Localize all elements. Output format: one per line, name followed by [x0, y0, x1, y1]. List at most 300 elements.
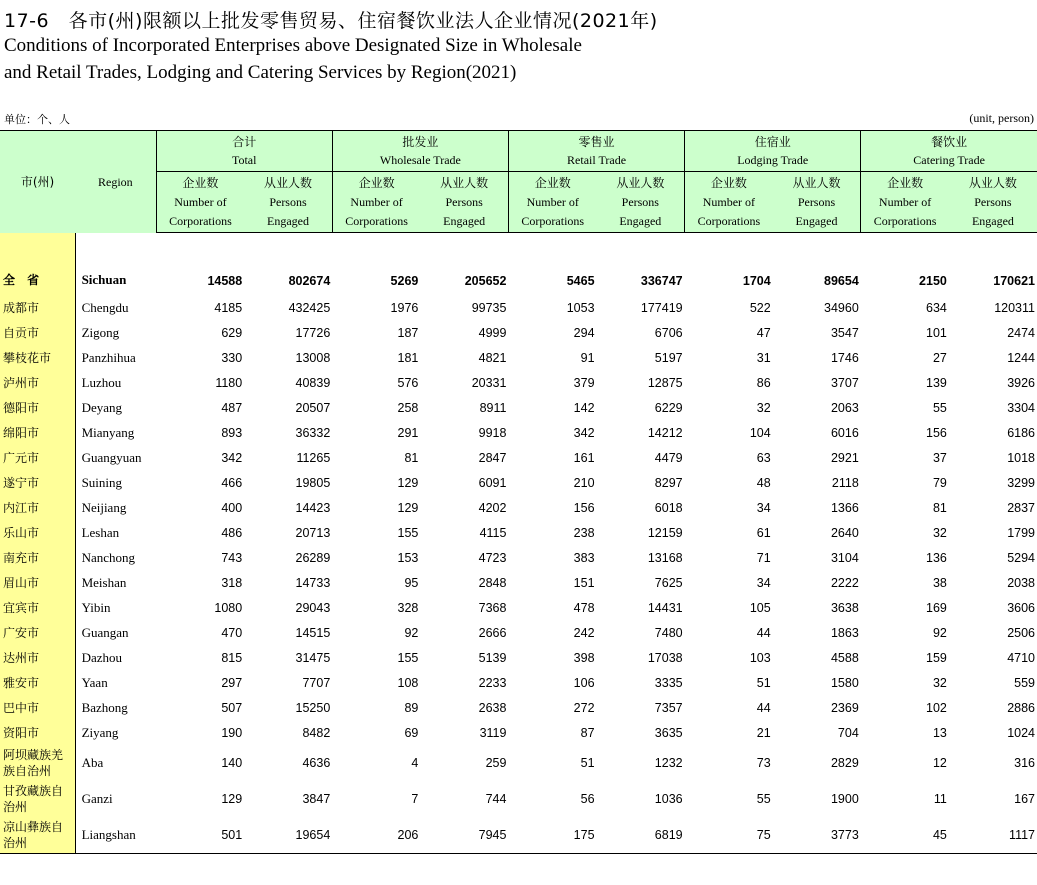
cell-persons-engaged: 12875 [647, 375, 683, 390]
cell-persons-engaged: 4115 [479, 525, 507, 540]
cell-corporations: 79 [932, 475, 947, 490]
cell-corporations: 169 [926, 600, 947, 615]
cell-persons-engaged: 4202 [478, 500, 507, 515]
cell-corporations: 486 [221, 525, 243, 540]
cell-corporations: 102 [926, 700, 947, 715]
data-table-container [0, 130, 1037, 854]
cell-persons-engaged: 6016 [830, 425, 859, 440]
cell-persons-engaged: 3847 [302, 792, 331, 806]
cell-persons-engaged: 1018 [1007, 450, 1035, 465]
region-name-cn: 成都市 [0, 295, 75, 320]
cell-persons-engaged: 120311 [994, 300, 1035, 315]
cell-persons-engaged: 14733 [295, 575, 331, 590]
cell-corporations: 175 [508, 817, 596, 854]
cell-corporations: 38 [932, 575, 947, 590]
table-row [0, 781, 1037, 817]
region-name-en: Ganzi [75, 781, 156, 817]
cell-corporations: 5269 [390, 274, 419, 288]
subheader-persons-engaged: 从业人数 Persons Engaged [420, 172, 508, 233]
cell-corporations: 91 [580, 350, 595, 365]
cell-corporations: 7 [411, 792, 419, 806]
cell-persons-engaged: 2118 [831, 475, 859, 490]
cell-persons-engaged: 2474 [1007, 325, 1035, 340]
region-name-en: Neijiang [75, 495, 156, 520]
region-name-en: Suining [75, 470, 156, 495]
cell-persons-engaged: 205652 [464, 274, 507, 288]
region-name-cn: 广安市 [0, 620, 75, 645]
cell-corporations: 13 [932, 725, 947, 740]
region-name-cn: 资阳市 [0, 720, 75, 745]
cell-persons-engaged: 5294 [1007, 550, 1035, 565]
cell-corporations: 142 [573, 400, 595, 415]
cell-corporations: 181 [397, 350, 419, 365]
cell-persons-engaged: 2640 [830, 525, 859, 540]
subheader-corporations: 企业数 Number of Corporations [685, 172, 773, 233]
cell-corporations: 487 [221, 400, 243, 415]
region-name-en: Ziyang [75, 720, 156, 745]
cell-persons-engaged: 1024 [1007, 725, 1035, 740]
region-name-cn: 阿坝藏族羌族自治州 [0, 745, 75, 781]
cell-persons-engaged: 7368 [478, 600, 507, 615]
cell-persons-engaged: 99735 [471, 300, 507, 315]
cell-corporations: 14588 [207, 274, 243, 288]
cell-persons-engaged: 744 [485, 792, 507, 806]
cell-persons-engaged: 704 [837, 725, 859, 740]
cell-corporations: 1080 [214, 600, 243, 615]
cell-persons-engaged: 89654 [824, 274, 859, 288]
subheader-corporations: 企业数 Number of Corporations [156, 172, 244, 233]
cell-corporations: 187 [397, 325, 419, 340]
cell-corporations: 44 [756, 700, 771, 715]
region-name-en: Aba [75, 745, 156, 781]
cell-persons-engaged: 3635 [654, 725, 683, 740]
table-row [0, 817, 1037, 854]
cell-corporations: 129 [221, 792, 243, 806]
cell-corporations: 34 [756, 575, 771, 590]
subheader-corporations: 企业数 Number of Corporations [332, 172, 420, 233]
table-row-total [0, 233, 1037, 296]
table-row [0, 620, 1037, 645]
cell-corporations: 294 [573, 325, 595, 340]
cell-corporations: 297 [221, 675, 243, 690]
cell-corporations: 342 [221, 450, 243, 465]
cell-persons-engaged: 4710 [1007, 650, 1035, 665]
region-name-cn: 广元市 [0, 445, 75, 470]
cell-persons-engaged: 4479 [654, 450, 683, 465]
region-name-cn: 雅安市 [0, 670, 75, 695]
cell-persons-engaged: 5197 [654, 350, 683, 365]
cell-persons-engaged: 4636 [302, 756, 331, 770]
cell-persons-engaged: 2506 [1007, 625, 1035, 640]
cell-corporations: 4185 [214, 300, 243, 315]
cell-corporations: 27 [932, 350, 947, 365]
cell-corporations: 470 [221, 625, 243, 640]
cell-persons-engaged: 2666 [478, 625, 507, 640]
region-name-cn: 南充市 [0, 545, 75, 570]
cell-corporations: 893 [221, 425, 243, 440]
cell-corporations: 151 [573, 575, 595, 590]
table-row [0, 345, 1037, 370]
cell-persons-engaged: 11265 [296, 450, 331, 465]
cell-persons-engaged: 13008 [295, 350, 331, 365]
table-row [0, 545, 1037, 570]
cell-persons-engaged: 3299 [1007, 475, 1035, 490]
cell-corporations: 140 [221, 756, 243, 770]
region-name-cn: 甘孜藏族自治州 [0, 781, 75, 817]
cell-corporations: 105 [749, 600, 771, 615]
table-row [0, 595, 1037, 620]
cell-corporations: 522 [749, 300, 771, 315]
cell-persons-engaged: 6819 [597, 817, 685, 854]
cell-persons-engaged: 4588 [830, 650, 859, 665]
cell-persons-engaged: 29043 [295, 600, 331, 615]
cell-persons-engaged: 1746 [830, 350, 859, 365]
cell-persons-engaged: 20507 [295, 400, 331, 415]
data-table [0, 130, 1037, 854]
cell-persons-engaged: 3606 [1007, 600, 1035, 615]
cell-corporations: 206 [332, 817, 420, 854]
region-name-en: Sichuan [75, 233, 156, 296]
region-en-header: Region [75, 131, 156, 233]
cell-corporations: 156 [926, 425, 947, 440]
table-row [0, 445, 1037, 470]
cell-persons-engaged: 167 [1014, 792, 1035, 806]
region-name-en: Bazhong [75, 695, 156, 720]
group-header-wholesale: 批发业 Wholesale Trade [332, 131, 508, 172]
cell-persons-engaged: 17726 [295, 325, 331, 340]
cell-corporations: 32 [932, 675, 947, 690]
table-row [0, 420, 1037, 445]
cell-corporations: 51 [756, 675, 771, 690]
cell-persons-engaged: 3104 [830, 550, 859, 565]
region-name-cn: 全 省 [0, 233, 75, 296]
cell-corporations: 136 [926, 550, 947, 565]
cell-corporations: 1180 [215, 375, 243, 390]
table-row [0, 520, 1037, 545]
table-row [0, 745, 1037, 781]
region-name-en: Leshan [75, 520, 156, 545]
table-row [0, 495, 1037, 520]
cell-corporations: 634 [926, 300, 947, 315]
table-row [0, 670, 1037, 695]
region-name-en: Deyang [75, 395, 156, 420]
subheader-persons-engaged: 从业人数 Persons Engaged [949, 172, 1037, 233]
cell-persons-engaged: 1117 [949, 817, 1037, 854]
cell-corporations: 743 [221, 550, 243, 565]
cell-corporations: 129 [397, 500, 419, 515]
region-name-cn: 眉山市 [0, 570, 75, 595]
cell-persons-engaged: 2848 [478, 575, 507, 590]
cell-persons-engaged: 36332 [295, 425, 331, 440]
cell-persons-engaged: 2829 [830, 756, 859, 770]
cell-corporations: 12 [932, 756, 947, 770]
cell-corporations: 155 [397, 650, 419, 665]
cell-corporations: 153 [397, 550, 419, 565]
cell-persons-engaged: 9918 [478, 425, 507, 440]
cell-corporations: 190 [221, 725, 243, 740]
cell-corporations: 55 [932, 400, 947, 415]
cell-persons-engaged: 40839 [295, 375, 331, 390]
region-cn-header: 市(州) [0, 131, 75, 233]
unit-label-english: (unit, person) [969, 111, 1034, 125]
cell-corporations: 576 [397, 375, 419, 390]
cell-persons-engaged: 6706 [654, 325, 683, 340]
cell-persons-engaged: 2837 [1007, 500, 1035, 515]
cell-corporations: 328 [397, 600, 419, 615]
cell-corporations: 89 [404, 700, 419, 715]
cell-corporations: 2150 [919, 274, 947, 288]
region-name-en: Yibin [75, 595, 156, 620]
cell-corporations: 108 [397, 675, 419, 690]
cell-corporations: 1704 [742, 274, 771, 288]
cell-persons-engaged: 4723 [478, 550, 507, 565]
cell-persons-engaged: 170621 [993, 274, 1035, 288]
cell-corporations: 815 [221, 650, 243, 665]
cell-corporations: 44 [756, 625, 771, 640]
table-row [0, 470, 1037, 495]
cell-persons-engaged: 20331 [471, 375, 507, 390]
cell-persons-engaged: 14515 [295, 625, 331, 640]
region-name-cn: 泸州市 [0, 370, 75, 395]
cell-corporations: 55 [756, 792, 771, 806]
region-name-en: Liangshan [75, 817, 156, 854]
cell-corporations: 45 [861, 817, 949, 854]
cell-corporations: 48 [756, 475, 771, 490]
cell-corporations: 398 [573, 650, 595, 665]
cell-persons-engaged: 7480 [654, 625, 683, 640]
cell-persons-engaged: 259 [485, 756, 507, 770]
region-name-cn: 巴中市 [0, 695, 75, 720]
cell-persons-engaged: 1580 [830, 675, 859, 690]
cell-persons-engaged: 26289 [295, 550, 331, 565]
cell-persons-engaged: 2921 [830, 450, 859, 465]
cell-corporations: 61 [756, 525, 771, 540]
cell-corporations: 379 [573, 375, 595, 390]
cell-corporations: 330 [221, 350, 243, 365]
cell-persons-engaged: 7625 [654, 575, 683, 590]
cell-corporations: 11 [933, 792, 947, 806]
group-header-catering: 餐饮业 Catering Trade [861, 131, 1037, 172]
cell-persons-engaged: 2038 [1007, 575, 1035, 590]
table-row [0, 570, 1037, 595]
cell-persons-engaged: 4999 [478, 325, 507, 340]
subheader-corporations: 企业数 Number of Corporations [508, 172, 596, 233]
cell-persons-engaged: 7945 [420, 817, 508, 854]
cell-persons-engaged: 19654 [244, 817, 332, 854]
cell-corporations: 156 [573, 500, 595, 515]
cell-persons-engaged: 34960 [824, 300, 859, 315]
table-row [0, 720, 1037, 745]
cell-persons-engaged: 177419 [640, 300, 683, 315]
group-header-lodging: 住宿业 Lodging Trade [685, 131, 861, 172]
cell-persons-engaged: 2063 [830, 400, 859, 415]
region-name-cn: 德阳市 [0, 395, 75, 420]
cell-persons-engaged: 12159 [647, 525, 683, 540]
cell-corporations: 101 [926, 325, 947, 340]
region-name-en: Guangan [75, 620, 156, 645]
cell-persons-engaged: 2369 [830, 700, 859, 715]
cell-corporations: 129 [397, 475, 419, 490]
table-row [0, 370, 1037, 395]
cell-corporations: 87 [580, 725, 595, 740]
cell-persons-engaged: 3707 [830, 375, 859, 390]
cell-corporations: 95 [404, 575, 419, 590]
region-name-en: Meishan [75, 570, 156, 595]
cell-corporations: 210 [573, 475, 595, 490]
cell-persons-engaged: 559 [1014, 675, 1035, 690]
cell-persons-engaged: 20713 [295, 525, 331, 540]
cell-persons-engaged: 802674 [288, 274, 331, 288]
cell-corporations: 34 [756, 500, 771, 515]
cell-corporations: 71 [756, 550, 771, 565]
cell-persons-engaged: 5139 [478, 650, 507, 665]
region-name-en: Luzhou [75, 370, 156, 395]
cell-persons-engaged: 3547 [830, 325, 859, 340]
cell-corporations: 5465 [566, 274, 595, 288]
region-name-en: Dazhou [75, 645, 156, 670]
table-body [0, 233, 1037, 854]
cell-corporations: 51 [580, 756, 595, 770]
cell-corporations: 155 [397, 525, 419, 540]
cell-persons-engaged: 6091 [478, 475, 507, 490]
region-name-cn: 攀枝花市 [0, 345, 75, 370]
cell-persons-engaged: 8911 [479, 400, 507, 415]
cell-persons-engaged: 3638 [830, 600, 859, 615]
subheader-persons-engaged: 从业人数 Persons Engaged [244, 172, 332, 233]
cell-persons-engaged: 3926 [1007, 375, 1035, 390]
subheader-persons-engaged: 从业人数 Persons Engaged [773, 172, 861, 233]
cell-corporations: 507 [221, 700, 243, 715]
cell-corporations: 342 [573, 425, 595, 440]
cell-corporations: 92 [404, 625, 419, 640]
cell-corporations: 92 [932, 625, 947, 640]
cell-persons-engaged: 1244 [1007, 350, 1035, 365]
cell-corporations: 81 [932, 500, 947, 515]
region-name-en: Yaan [75, 670, 156, 695]
cell-persons-engaged: 2233 [478, 675, 507, 690]
cell-corporations: 4 [411, 756, 419, 770]
region-name-cn: 自贡市 [0, 320, 75, 345]
cell-persons-engaged: 2222 [830, 575, 859, 590]
cell-persons-engaged: 1799 [1007, 525, 1035, 540]
cell-corporations: 56 [580, 792, 595, 806]
cell-persons-engaged: 19805 [295, 475, 331, 490]
cell-persons-engaged: 1863 [830, 625, 859, 640]
cell-persons-engaged: 14212 [647, 425, 683, 440]
region-name-cn: 凉山彝族自治州 [0, 817, 75, 854]
region-name-cn: 乐山市 [0, 520, 75, 545]
cell-corporations: 47 [756, 325, 771, 340]
cell-persons-engaged: 8297 [654, 475, 683, 490]
unit-label-chinese: 单位：个、人 [4, 113, 70, 126]
table-row [0, 320, 1037, 345]
cell-corporations: 272 [573, 700, 595, 715]
cell-persons-engaged: 17038 [647, 650, 683, 665]
cell-corporations: 37 [932, 450, 947, 465]
cell-corporations: 478 [573, 600, 595, 615]
region-name-cn: 内江市 [0, 495, 75, 520]
cell-persons-engaged: 1232 [654, 756, 683, 770]
group-header-total: 合计 Total [156, 131, 332, 172]
cell-corporations: 501 [156, 817, 244, 854]
cell-corporations: 291 [397, 425, 419, 440]
cell-persons-engaged: 432425 [288, 300, 331, 315]
cell-corporations: 318 [221, 575, 243, 590]
cell-corporations: 103 [749, 650, 771, 665]
cell-corporations: 258 [397, 400, 419, 415]
region-name-cn: 绵阳市 [0, 420, 75, 445]
region-name-en: Panzhihua [75, 345, 156, 370]
cell-persons-engaged: 2886 [1007, 700, 1035, 715]
cell-persons-engaged: 14423 [295, 500, 331, 515]
region-name-cn: 达州市 [0, 645, 75, 670]
cell-persons-engaged: 13168 [647, 550, 683, 565]
cell-persons-engaged: 1900 [830, 792, 859, 806]
cell-persons-engaged: 6018 [654, 500, 683, 515]
region-name-en: Guangyuan [75, 445, 156, 470]
table-row [0, 295, 1037, 320]
cell-corporations: 1053 [566, 300, 595, 315]
cell-corporations: 81 [404, 450, 419, 465]
cell-corporations: 383 [573, 550, 595, 565]
cell-persons-engaged: 7707 [302, 675, 331, 690]
group-header-retail: 零售业 Retail Trade [508, 131, 684, 172]
region-name-cn: 宜宾市 [0, 595, 75, 620]
cell-persons-engaged: 31475 [295, 650, 331, 665]
cell-corporations: 104 [749, 425, 771, 440]
cell-persons-engaged: 3773 [773, 817, 861, 854]
cell-corporations: 86 [756, 375, 771, 390]
cell-corporations: 161 [573, 450, 595, 465]
cell-persons-engaged: 336747 [640, 274, 683, 288]
region-name-en: Zigong [75, 320, 156, 345]
cell-persons-engaged: 7357 [654, 700, 683, 715]
cell-persons-engaged: 4821 [478, 350, 507, 365]
cell-corporations: 238 [573, 525, 595, 540]
table-row [0, 695, 1037, 720]
cell-corporations: 1976 [390, 300, 419, 315]
title-english-line1: Conditions of Incorporated Enterprises above Designated Size in Wholesale [4, 35, 582, 56]
cell-persons-engaged: 1036 [654, 792, 683, 806]
cell-persons-engaged: 15250 [295, 700, 331, 715]
cell-persons-engaged: 6186 [1007, 425, 1035, 440]
cell-corporations: 31 [756, 350, 771, 365]
cell-corporations: 466 [221, 475, 243, 490]
cell-corporations: 69 [404, 725, 419, 740]
cell-corporations: 73 [756, 756, 771, 770]
cell-corporations: 106 [573, 675, 595, 690]
region-name-en: Nanchong [75, 545, 156, 570]
cell-persons-engaged: 3304 [1007, 400, 1035, 415]
region-name-en: Chengdu [75, 295, 156, 320]
cell-corporations: 63 [756, 450, 771, 465]
cell-corporations: 32 [932, 525, 947, 540]
table-header [0, 131, 1037, 233]
title-english-line2: and Retail Trades, Lodging and Catering Services by Region(2021) [4, 62, 517, 83]
subheader-persons-engaged: 从业人数 Persons Engaged [597, 172, 685, 233]
cell-persons-engaged: 2638 [478, 700, 507, 715]
cell-persons-engaged: 3335 [654, 675, 683, 690]
subheader-corporations: 企业数 Number of Corporations [861, 172, 949, 233]
cell-persons-engaged: 1366 [830, 500, 859, 515]
table-row [0, 645, 1037, 670]
cell-corporations: 400 [221, 500, 243, 515]
cell-corporations: 139 [926, 375, 947, 390]
cell-corporations: 242 [573, 625, 595, 640]
cell-corporations: 629 [221, 325, 243, 340]
cell-corporations: 32 [756, 400, 771, 415]
cell-persons-engaged: 8482 [302, 725, 331, 740]
